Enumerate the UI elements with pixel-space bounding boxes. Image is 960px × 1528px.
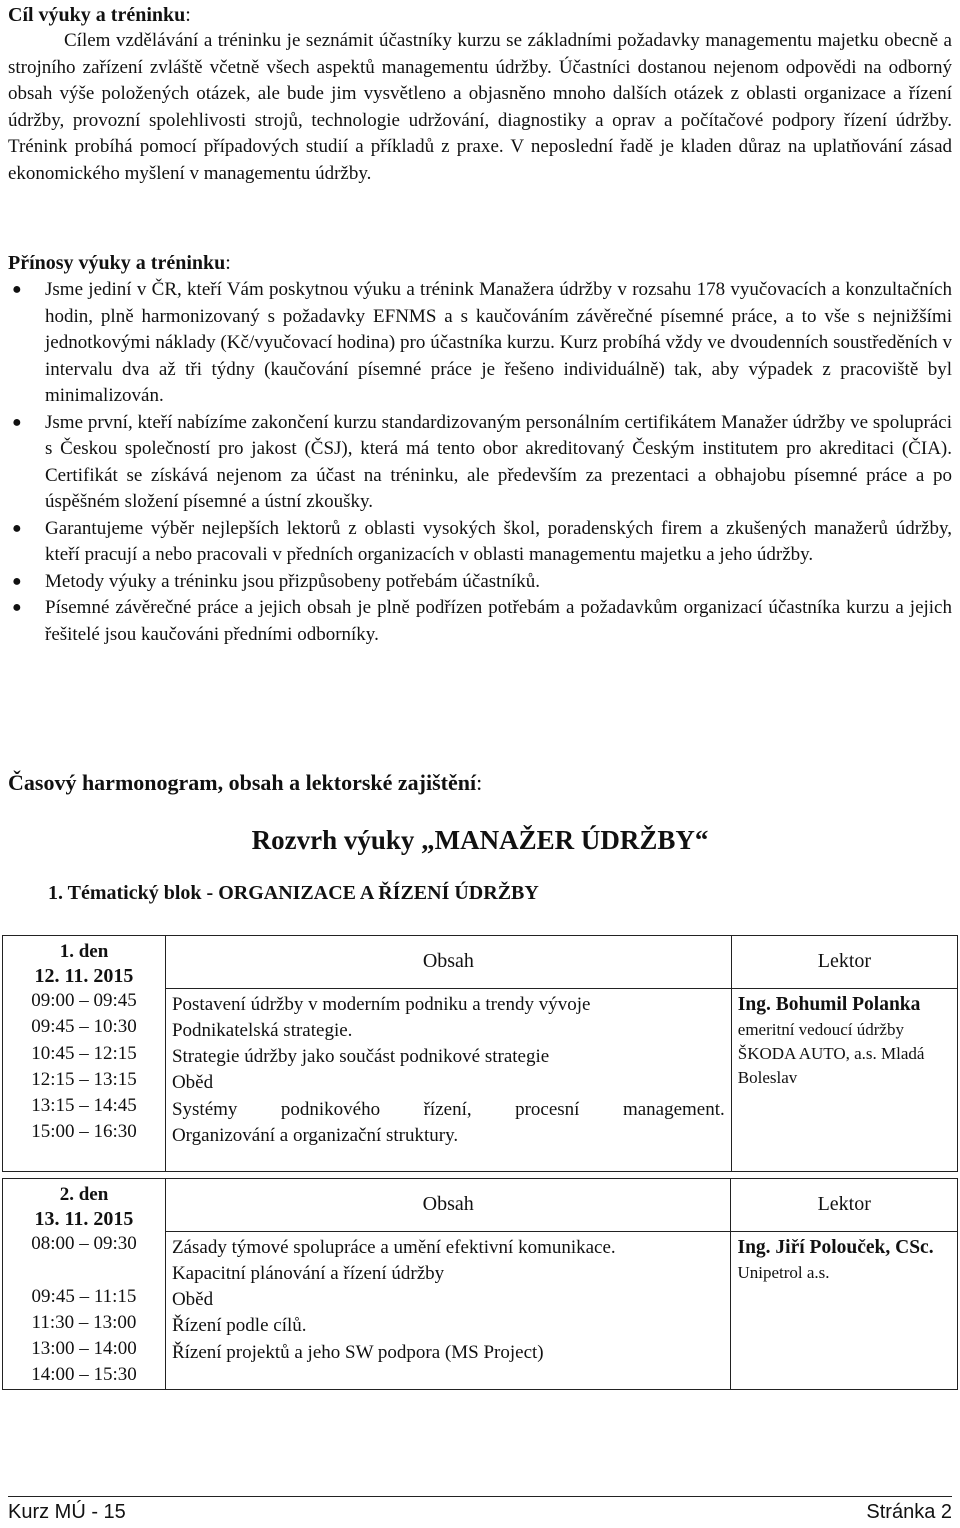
time-slot: 13:15 – 14:45 [31,1095,137,1117]
content-item: Podnikatelská strategie. [171,1019,353,1041]
bullet-icon: ● [12,572,22,590]
day-date: 13. 11. 2015 [34,1208,134,1230]
time-slot: 13:00 – 14:00 [31,1338,137,1360]
table-row [3,936,958,989]
time-slot: 10:45 – 12:15 [31,1042,137,1064]
schedule-table-day-2 [2,1178,958,1390]
day-header [3,936,166,989]
goal-section [8,2,952,187]
lecturer-name: Ing. Jiří Polouček, CSc. [737,1236,934,1258]
time-slot: 11:30 – 13:00 [31,1311,137,1333]
day-header [3,1179,166,1232]
content-item: Postavení údržby v moderním podniku a trendy vývoje [171,993,591,1015]
benefits-heading: Přínosy výuky a tréninku: [8,252,231,274]
lecturer-header: Lektor [731,1179,958,1232]
lecturer-name: Ing. Bohumil Polanka [737,993,921,1015]
content-item: Oběd [171,1289,214,1311]
list-item: ● Metody výuky a tréninku jsou přizpůsobeny potřebám účastníků. [8,569,952,596]
time-slot: 08:00 – 09:30 [31,1233,137,1254]
bullet-icon: ● [12,281,22,298]
bullet-icon: ● [12,413,22,431]
block-title: 1. Tématický blok - ORGANIZACE A ŘÍZENÍ ÚDRŽBY [48,882,539,904]
day-label: 2. den [59,1184,109,1205]
goal-paragraph: Cílem vzdělávání a tréninku je seznámit účastníky kurzu se základními požadavky managementu majetku obecně a strojního zařízení zvláště včetně všech aspektů managementu údržby. Účastníci dostanou nejenom odpovědi na odborný obsah výše položených otázek, ale bude jim vysvětleno a objasněno mnoho dalších otázek z oblasti organizace a řízení údržby, provozní spolehlivosti strojů, technologie udržování, diagnostiky a oprav a počítačové podpory řízení údržby. Trénink probíhá pomocí případových studií a příkladů z praxe. V neposlední řadě je kladen důraz na uplatňování zásad ekonomického myšlení v managementu údržby. [8,30,952,184]
time-slot: 09:45 – 11:15 [31,1285,137,1307]
list-item: ● Jsme první, kteří nabízíme zakončení kurzu standardizovaným personálním certifikátem Manažer údržby ve spolupráci s Českou společností pro jakost (ČSJ), která má tento obor akreditovaný Českým institutem pro akreditaci (ČIA). Certifikát se získává nejenom za účast na tréninku, ale především za prezentaci a obhajobu písemné práce a po úspěšném složení písemné a ústní zkoušky. [12,411,952,512]
list-item: ● Garantujeme výběr nejlepších lektorů z oblasti vysokých škol, poradenských firem a zkušených manažerů údržby, kteří pracují a nebo pracovali v předních organizacích v oblasti managementu majetku a jeho údržby. [12,517,952,565]
footer-page-number: Stránka 2 [866,1501,952,1523]
content-column [165,988,731,1171]
lecturer-affiliation: emeritní vedoucí údržby ŠKODA AUTO, a.s. Mladá Boleslav [737,1019,925,1087]
content-item: Zásady týmové spolupráce a umění efektivní komunikace. [171,1236,616,1258]
time-slot: 15:00 – 16:30 [31,1121,137,1143]
benefits-list [8,277,952,648]
schedule-table-day-1 [2,935,958,1172]
benefits-heading-wrap [8,250,952,276]
lecturer-column [731,1231,958,1389]
time-column [3,1231,166,1389]
lecturer-affiliation: Unipetrol a.s. [737,1262,830,1282]
time-slot: 09:00 – 09:45 [31,990,137,1011]
content-item: Oběd [171,1072,214,1094]
list-item: ● Písemné závěrečné práce a jejich obsah je plně podřízen potřebám a požadavkům organizací účastníka kurzu a jejich řešitelé jsou kaučováni předními odborníky. [12,597,952,645]
content-item: Systémy podnikového řízení, procesní management. [171,1098,725,1120]
day-date: 12. 11. 2015 [34,965,134,987]
content-item: Řízení projektů a jeho SW podpora (MS Project) [171,1341,544,1363]
content-header: Obsah [165,936,731,989]
table-row [3,988,958,1171]
list-item: ● Jsme jediní v ČR, kteří Vám poskytnou výuku a trénink Manažera údržby v rozsahu 178 vyučovacích a konzultačních hodin, plně harmonizovaný s požadavky EFNMS a s kaučováním závěrečné písemné práce, a to vše s nejnižšími jednotkovými náklady (Kč/vyučovací hodina) pro účastníka kurzu. Kurz probíhá vždy ve dvoudenních soustředěních v intervalu dva až tři týdny (kaučování písemné práce je řešeno individuálně) tak, aby výpadek z pracoviště byl minimalizován. [12,279,952,406]
content-header: Obsah [165,1179,731,1232]
time-column [3,988,166,1171]
time-slot: 09:45 – 10:30 [31,1016,137,1038]
footer-left: Kurz MÚ - 15 [8,1501,126,1523]
content-item: Organizování a organizační struktury. [171,1124,459,1146]
time-slot: 14:00 – 15:30 [31,1364,137,1386]
footer-divider [8,1496,952,1497]
day-label: 1. den [59,941,109,962]
schedule-title: Rozvrh výuky „MANAŽER ÚDRŽBY“ [251,825,709,855]
bullet-icon: ● [12,519,22,537]
content-column [165,1231,731,1389]
goal-heading: Cíl výuky a tréninku: [8,4,191,26]
content-item: Řízení podle cílů. [171,1315,307,1337]
table-row [3,1179,958,1232]
table-row [3,1231,958,1389]
bullet-icon: ● [12,599,22,616]
time-slot-empty [3,1257,165,1283]
lecturer-column [731,988,957,1171]
lecturer-header: Lektor [731,936,957,989]
schedule-heading: Časový harmonogram, obsah a lektorské zajištění: [8,770,483,795]
content-item: Strategie údržby jako součást podnikové strategie [171,1046,550,1068]
content-item: Kapacitní plánování a řízení údržby [171,1262,445,1284]
time-slot: 12:15 – 13:15 [31,1068,137,1090]
